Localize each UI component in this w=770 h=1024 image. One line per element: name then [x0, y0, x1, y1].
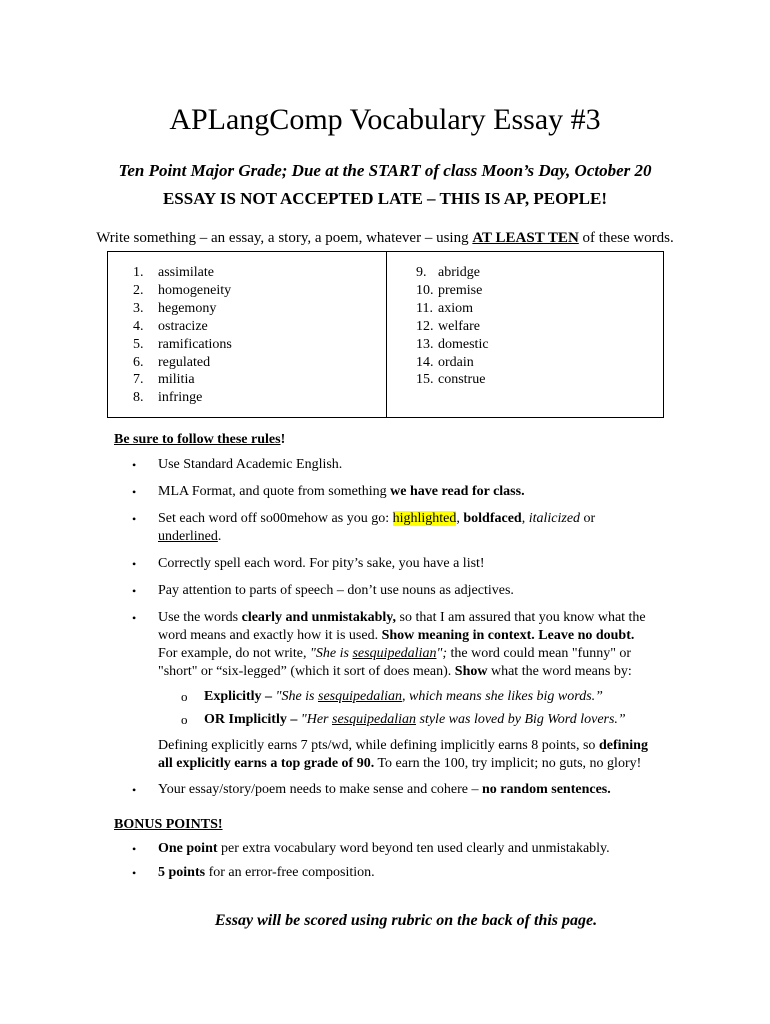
- word-item: 5. ramifications: [133, 336, 232, 352]
- rubric-note: Essay will be scored using rubric on the back of this page.: [214, 912, 598, 929]
- rules-heading: Be sure to follow these rules!: [114, 432, 286, 447]
- word-item: 4. ostracize: [133, 318, 208, 334]
- word-item: 15. construe: [416, 372, 486, 388]
- rule-item: • Use Standard Academic English.: [132, 457, 343, 472]
- intro-text-end: of these words.: [578, 230, 674, 246]
- column-divider: [386, 252, 387, 417]
- bullet-icon: •: [132, 512, 137, 526]
- word-item: 2. homogeneity: [133, 282, 232, 298]
- word-item: 13. domestic: [416, 336, 489, 352]
- rule-item: • Your essay/story/poem needs to make sense and cohere – no random sentences.: [132, 782, 611, 797]
- word-list-right: [416, 264, 489, 389]
- bullet-icon: •: [132, 611, 137, 625]
- word-item: 3. hegemony: [133, 300, 217, 316]
- word-item: 6. regulated: [133, 354, 211, 370]
- intro-emphasis: AT LEAST TEN: [472, 230, 579, 246]
- bullet-icon: •: [132, 458, 137, 472]
- bullet-icon: •: [132, 783, 137, 797]
- bullet-icon: •: [132, 866, 137, 880]
- bonus-item: • 5 points for an error-free composition.: [132, 865, 375, 880]
- page-title: APLangComp Vocabulary Essay #3: [169, 103, 601, 136]
- explicit-example: o Explicitly – "She is sesquipedalian, which means she likes big words.”: [181, 689, 603, 704]
- bullet-icon: •: [132, 842, 137, 856]
- rule-item: • Correctly spell each word. For pity’s sake, you have a list!: [132, 556, 485, 571]
- late-policy-warning: ESSAY IS NOT ACCEPTED LATE – THIS IS AP, PEOPLE!: [162, 189, 608, 208]
- bullet-icon: •: [132, 485, 137, 499]
- word-item: 9. abridge: [416, 265, 480, 280]
- word-item: 1. assimilate: [133, 265, 214, 280]
- word-item: 14. ordain: [416, 354, 474, 370]
- word-item: 8. infringe: [133, 390, 203, 406]
- word-item: 10. premise: [416, 282, 483, 298]
- vocabulary-word-table: [107, 251, 664, 418]
- word-list-left: [133, 264, 232, 407]
- grading-note: Defining explicitly earns 7 pts/wd, while defining implicitly earns 8 points, so defining all explicitly earns a top grade of 90. To earn the 100, try implicit; no guts, no glory!: [158, 738, 648, 771]
- word-item: 7. militia: [133, 372, 195, 388]
- word-item: 11. axiom: [416, 300, 473, 316]
- circle-bullet-icon: o: [181, 689, 188, 704]
- highlighted-example: highlighted: [392, 511, 457, 526]
- bullet-icon: •: [132, 557, 137, 571]
- rule-item: • Set each word off so00mehow as you go: highlighted, boldfaced, italicized or underlined.: [132, 511, 596, 544]
- circle-bullet-icon: o: [181, 712, 188, 727]
- implicit-example: o OR Implicitly – "Her sesquipedalian style was loved by Big Word lovers.”: [181, 712, 626, 727]
- bonus-heading: BONUS POINTS!: [114, 817, 223, 832]
- rule-item: • Pay attention to parts of speech – don’t use nouns as adjectives.: [132, 583, 514, 598]
- rule-item: • Use the words clearly and unmistakably, so that I am assured that you know what the word means and exactly how it is used. Show meaning in context. Leave no doubt. For example, do not write, "She is sesquipedalian"; the word could mean "funny" or "short" or “six-legged” (which it sort of does mean). Show what the word means by:: [132, 610, 646, 679]
- intro-text: Write something – an essay, a story, a poem, whatever – using: [96, 230, 473, 246]
- instructions-intro: [0, 228, 770, 248]
- bullet-icon: •: [132, 584, 137, 598]
- word-item: 12. welfare: [416, 318, 480, 334]
- bonus-item: • One point per extra vocabulary word beyond ten used clearly and unmistakably.: [132, 841, 610, 856]
- rule-item: • MLA Format, and quote from something we have read for class.: [132, 484, 525, 499]
- due-date-line: Ten Point Major Grade; Due at the START of class Moon’s Day, October 20: [118, 161, 652, 180]
